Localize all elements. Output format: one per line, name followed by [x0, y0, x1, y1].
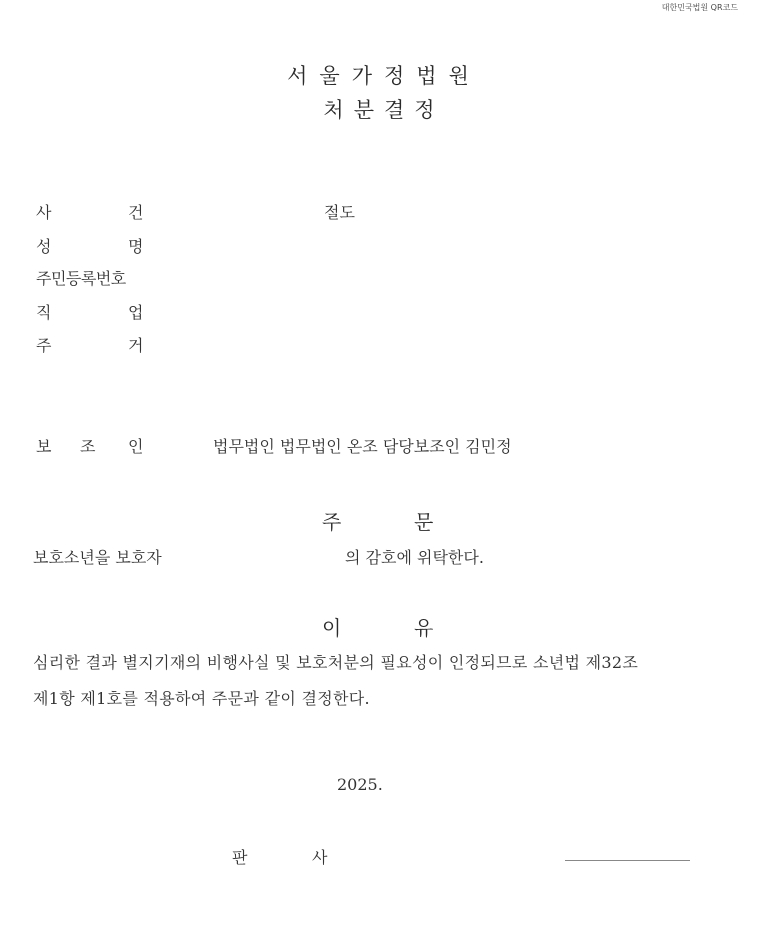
signature-line — [565, 860, 690, 861]
addr-label-a: 주 — [36, 336, 52, 355]
order-heading-b: 문 — [414, 510, 436, 534]
order-text-a: 보호소년을 보호자 — [33, 548, 162, 567]
reason-heading-a: 이 — [322, 616, 344, 640]
assistant-label-b: 조 — [80, 437, 96, 456]
judge-label-b: 사 — [312, 848, 328, 867]
reason-line-1: 심리한 결과 별지기재의 비행사실 및 보호처분의 필요성이 인정되므로 소년법 제32조 — [33, 653, 639, 672]
court-name: 서울가정법원 — [287, 64, 481, 88]
reason-heading-b: 유 — [414, 616, 436, 640]
qr-code-note: 대한민국법원 QR코드 — [661, 3, 738, 12]
judge-label-a: 판 — [232, 848, 248, 867]
addr-label-b: 거 — [128, 336, 144, 355]
assistant-label-a: 보 — [36, 437, 52, 456]
job-label-a: 직 — [36, 303, 52, 322]
order-text-b: 의 감호에 위탁한다. — [345, 548, 484, 567]
decision-date: 2025. — [337, 775, 383, 794]
case-value: 절도 — [324, 203, 355, 222]
order-heading-a: 주 — [322, 510, 344, 534]
case-label-b: 건 — [128, 203, 144, 222]
assistant-label-c: 인 — [128, 437, 144, 456]
case-label-a: 사 — [36, 203, 52, 222]
job-label-b: 업 — [128, 303, 144, 322]
reason-line-2: 제1항 제1호를 적용하여 주문과 같이 결정한다. — [33, 689, 370, 708]
name-label-b: 명 — [128, 237, 144, 256]
rrn-label: 주민등록번호 — [36, 269, 126, 288]
name-label-a: 성 — [36, 237, 52, 256]
assistant-value: 법무법인 법무법인 온조 담당보조인 김민정 — [213, 437, 512, 456]
document-title: 처분결정 — [323, 98, 445, 122]
